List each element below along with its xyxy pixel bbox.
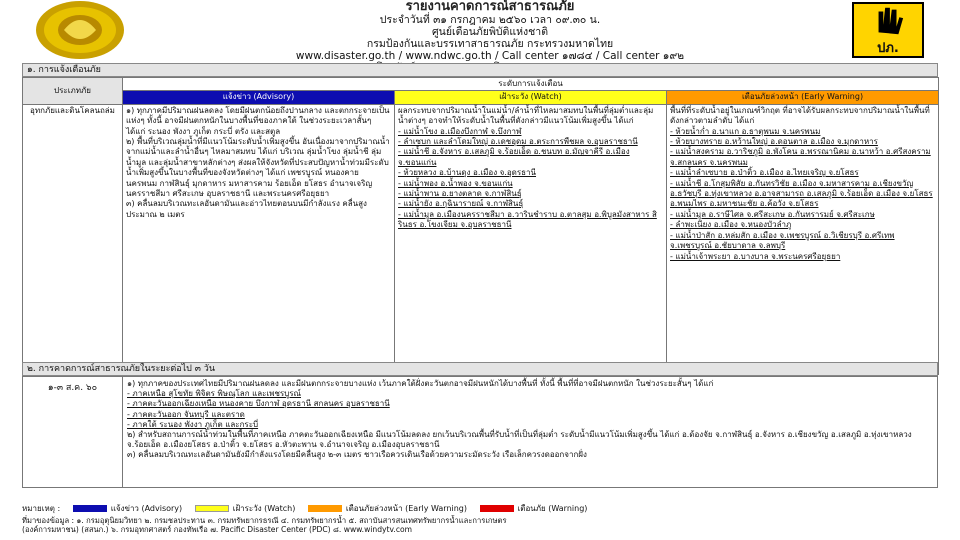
- advisory-item: ๒) พื้นที่บริเวณลุ่มน้ำที่มีแนวโน้มระดับน้ำเพิ่มสูงขึ้น อันเนื่องมาจากปริมาณน้ำจากแม่น้ำและลำน้ำอื่นๆ ไหลมาสมทบ ได้แก่ บริเวณ ลุ่มน้ำโขง ลุ่มน้ำชี ลุ่มน้ำมูล และลุ่มน้ำสาขาหลักต่างๆ ส่งผลให้จังหวัดที่ประสบปัญหาน้ำท่วมมีระดับน้ำเพิ่มสูงขึ้นในบางพื้นที่ของจังหวัดต่างๆ ได้แก่ เพชรบูรณ์ หนองคาย นครพนม กาฬสินธุ์ มุกดาหาร มหาสารคาม ร้อยเอ็ด ยโสธร อำนาจเจริญ นครราชสีมา ศรีสะเกษ อุบลราชธานี และพระนครศรีอยุธยา: [126, 137, 390, 199]
- ew-item: - แม่น้ำสงคราม อ.วาริชภูมิ อ.พังโคน อ.พรรณานิคม อ.นาหว้า อ.ศรีสงคราม จ.สกลนคร จ.นครพนม: [670, 147, 931, 167]
- watch-item: - แม่น้ำมูล อ.เมืองนครราชสีมา อ.วารินชำราบ อ.ตาลสุม อ.พิบูลมังสาหาร สิรินธร อ.โขงเจียม จ.อุบลราชธานี: [398, 209, 657, 230]
- forecast-line: - ภาคตะวันออก จันทบุรี และตราด: [127, 409, 245, 419]
- ew-item: - ลำพะเนียง อ.เมือง จ.หนองบัวลำภู: [670, 220, 792, 230]
- dpm-logo: [852, 2, 924, 58]
- hazard-type-header: ประเภทภัย: [23, 78, 123, 105]
- ew-item: - ห้วยน้ำก่ำ อ.นาแก อ.ธาตุพนม จ.นครพนม: [670, 126, 821, 136]
- ew-item: - แม่น้ำมูล อ.ราษีไศล จ.ศรีสะเกษ อ.กันทรารมย์ จ.ศรีสะเกษ: [670, 209, 875, 219]
- watch-header: เฝ้าระวัง (Watch): [395, 91, 667, 104]
- watch-item: - แม่น้ำยัง อ.กุฉินารายณ์ จ.กาฬสินธุ์: [398, 199, 524, 209]
- forecast-box: [22, 376, 938, 488]
- forecast-date: ๑-๓ ส.ค. ๖๐: [23, 377, 123, 487]
- sources-line[interactable]: (องค์การมหาชน) (สสนก.) ๖. กรมอุทกศาสตร์ กองทัพเรือ ๗. Pacific Disaster Center (PDC) ๘. www.windytv.com: [22, 525, 413, 534]
- early-warning-header: เตือนภัยล่วงหน้า (Early Warning): [667, 91, 939, 104]
- ew-item: - ห้วยบางทราย อ.หว้านใหญ่ อ.ดอนตาล อ.เมือง จ.มุกดาหาร: [670, 137, 878, 147]
- watch-item: - ห้วยหลวง อ.บ้านดุง อ.เมือง จ.อุดรธานี: [398, 168, 537, 178]
- ew-item: พื้นที่ที่ระดับน้ำอยู่ในเกณฑ์วิกฤต ที่อาจได้รับผลกระทบจากปริมาณน้ำในพื้นที่ดังกล่าวตามลำดับ ได้แก่: [670, 105, 930, 126]
- forecast-line: ๑) ทุกภาคของประเทศไทยมีปริมาณฝนลดลง และมีฝนตกกระจายบางแห่ง เว้นภาคใต้ฝั่งตะวันตกอาจมีฝนหนักได้บางพื้นที่ ทั้งนี้ พื้นที่ที่อาจมีฝนตกหนัก ในช่วงระยะสั้นๆ ได้แก่: [127, 379, 714, 388]
- forecast-line: - ภาคเหนือ สุโขทัย พิจิตร พิษณุโลก และเพชรบูรณ์: [127, 389, 301, 399]
- advisory-cell: [123, 104, 395, 374]
- watch-item: - แม่น้ำพอง อ.น้ำพอง จ.ขอนแก่น: [398, 178, 513, 188]
- sources-line: ที่มาของข้อมูล : ๑. กรมอุตุนิยมวิทยา ๒. กรมชลประทาน ๓. กรมทรัพยากรธรณี ๔. กรมทรัพยากรน้ำ ๕. สถาบันสารสนเทศทรัพยากรน้ำและการเกษตร: [22, 516, 507, 525]
- hazard-name: อุทกภัยและดินโคลนถล่ม: [23, 104, 123, 374]
- advisory-header: แจ้งข่าว (Advisory): [123, 91, 395, 104]
- watch-item: ผลกระทบจากปริมาณน้ำในแม่น้ำ/ลำน้ำที่ไหลมาสมทบในพื้นที่ลุ่มต่ำและลุ่มน้ำต่างๆ อาจทำให้ระดับน้ำในพื้นที่ดังกล่าวมีแนวโน้มเพิ่มสูงขึ้น ได้แก่: [398, 105, 654, 126]
- legend-item: เฝ้าระวัง (Watch): [232, 504, 296, 513]
- warning-center: ศูนย์เตือนภัยพิบัติแห่งชาติ: [431, 26, 549, 38]
- warning-table: [22, 77, 939, 375]
- section2-title: ๒. การคาดการณ์สาธารณภัยในระยะต่อไป ๓ วัน: [22, 362, 938, 376]
- legend-swatch-early-warning: [308, 505, 342, 512]
- report-title: รายงานคาดการณ์สาธารณภัย: [405, 0, 575, 14]
- report-header: [0, 0, 960, 62]
- web-links[interactable]: www.disaster.go.th / www.ndwc.go.th / Call center ๑๗๘๔ / Call center ๑๙๒: [295, 50, 685, 62]
- watch-item: - แม่น้ำโขง อ.เมืองบึงกาฬ จ.บึงกาฬ: [398, 126, 522, 136]
- data-sources: [22, 516, 938, 534]
- forecast-body: [127, 379, 935, 461]
- watch-cell: [395, 104, 667, 374]
- level-header: ระดับการแจ้งเตือน: [123, 78, 939, 91]
- legend: [22, 503, 938, 515]
- ew-item: - แม่น้ำเจ้าพระยา อ.บางบาล จ.พระนครศรีอยุธยา: [670, 251, 841, 261]
- legend-swatch-watch: [195, 505, 229, 512]
- forecast-line: ๒) สำหรับสถานการณ์น้ำท่วมในพื้นที่ภาคเหนือ ภาคตะวันออกเฉียงเหนือ มีแนวโน้มลดลง ยกเว้นบริเวณพื้นที่รับน้ำที่เป็นที่ลุ่มต่ำ ระดับน้ำมีแนวโน้มเพิ่มสูงขึ้น ได้แก่ อ.ด้องจัย จ.กาฬสินธุ์ อ.จังหาร อ.เชียงขวัญ อ.เสลภูมิ อ.ทุ่งเขาหลวง จ.ร้อยเอ็ด อ.เมืองยโสธร อ.ป่าติ้ว จ.ยโสธร อ.หัวตะพาน จ.อำนาจเจริญ อ.เมืองอุบลราชธานี: [127, 430, 912, 450]
- section1-title: ๑. การแจ้งเตือนภัย: [22, 63, 938, 77]
- legend-item: เตือนภัย (Warning): [517, 504, 588, 513]
- legend-label: หมายเหตุ :: [22, 504, 61, 513]
- watch-item: - แม่น้ำพาน อ.ยางตลาด จ.กาฬสินธุ์: [398, 189, 522, 199]
- advisory-item: ๑) ทุกภาคมีปริมาณฝนลดลง โดยมีฝนตกน้อยถึงปานกลาง และตกกระจายเป็นแห่งๆ ทั้งนี้ อาจมีฝนตกหนักในบางพื้นที่ของภาคใต้ ในช่วงระยะเวลาสั้นๆ ได้แก่ ระนอง พังงา ภูเก็ต กระบี่ ตรัง และสตูล: [126, 105, 390, 136]
- department-name: กรมป้องกันและบรรเทาสาธารณภัย กระทรวงมหาดไทย: [366, 38, 614, 50]
- forecast-line: - ภาคใต้ ระนอง พังงา ภูเก็ต และกระบี่: [127, 419, 259, 429]
- forecast-line: ๓) คลื่นลมบริเวณทะเลอันดามันยังมีกำลังแรงโดยมีคลื่นสูง ๒-๓ เมตร ชาวเรือควรเดินเรือด้วยความระมัดระวัง เรือเล็กควรงดออกจากฝั่ง: [127, 450, 587, 460]
- legend-item: เตือนภัยล่วงหน้า (Early Warning): [345, 504, 467, 513]
- watch-item: - แม่น้ำชี อ.จังหาร อ.เสลภูมิ จ.ร้อยเอ็ด อ.ชนบท อ.มัญจาคีรี อ.เมือง จ.ขอนแก่น: [398, 147, 630, 167]
- legend-swatch-advisory: [73, 505, 107, 512]
- watch-item: - ลำเซบก และลำโดมใหญ่ อ.เดชอุดม อ.ตระการพืชผล จ.อุบลราชธานี: [398, 137, 638, 147]
- forecast-line: - ภาคตะวันออกเฉียงเหนือ หนองคาย บึงกาฬ อุดรธานี สกลนคร อุบลราชธานี: [127, 399, 390, 409]
- hand-emblem-icon: [854, 4, 922, 38]
- early-warning-cell: [667, 104, 939, 374]
- department-emblem-icon: [34, 0, 126, 60]
- advisory-item: ๓) คลื่นลมบริเวณทะเลอันดามันและอ่าวไทยตอนบนมีกำลังแรง คลื่นสูงประมาณ ๒ เมตร: [126, 199, 367, 219]
- dpm-logo-text: ปภ.: [877, 41, 899, 56]
- ew-item: - แม่น้ำป่าสัก อ.หล่มสัก อ.เมือง จ.เพชรบูรณ์ อ.วิเชียรบุรี อ.ศรีเทพ จ.เพชรบูรณ์ อ.ชัยบาดาล จ.ลพบุรี: [670, 230, 895, 251]
- ew-item: - แม่น้ำลำเซบาย อ.ป่าติ้ว อ.เมือง อ.ไทยเจริญ จ.ยโสธร: [670, 168, 859, 178]
- legend-item: แจ้งข่าว (Advisory): [110, 504, 183, 513]
- report-date: ประจำวันที่ ๓๑ กรกฎาคม ๒๕๖๐ เวลา ๐๙.๓๐ น.: [379, 14, 601, 26]
- ew-item: - แม่น้ำชี อ.โกสุมพิสัย อ.กันทรวิชัย อ.เมือง จ.มหาสารคาม อ.เชียงขวัญ อ.ธวัชบุรี อ.ทุ่งเขาหลวง อ.อาจสามารถ อ.เสลภูมิ จ.ร้อยเอ็ด อ.เมือง จ.ยโสธร อ.พนมไพร อ.มหาชนะชัย อ.ค้อวัง จ.ยโสธร: [670, 178, 933, 209]
- legend-swatch-warning: [480, 505, 514, 512]
